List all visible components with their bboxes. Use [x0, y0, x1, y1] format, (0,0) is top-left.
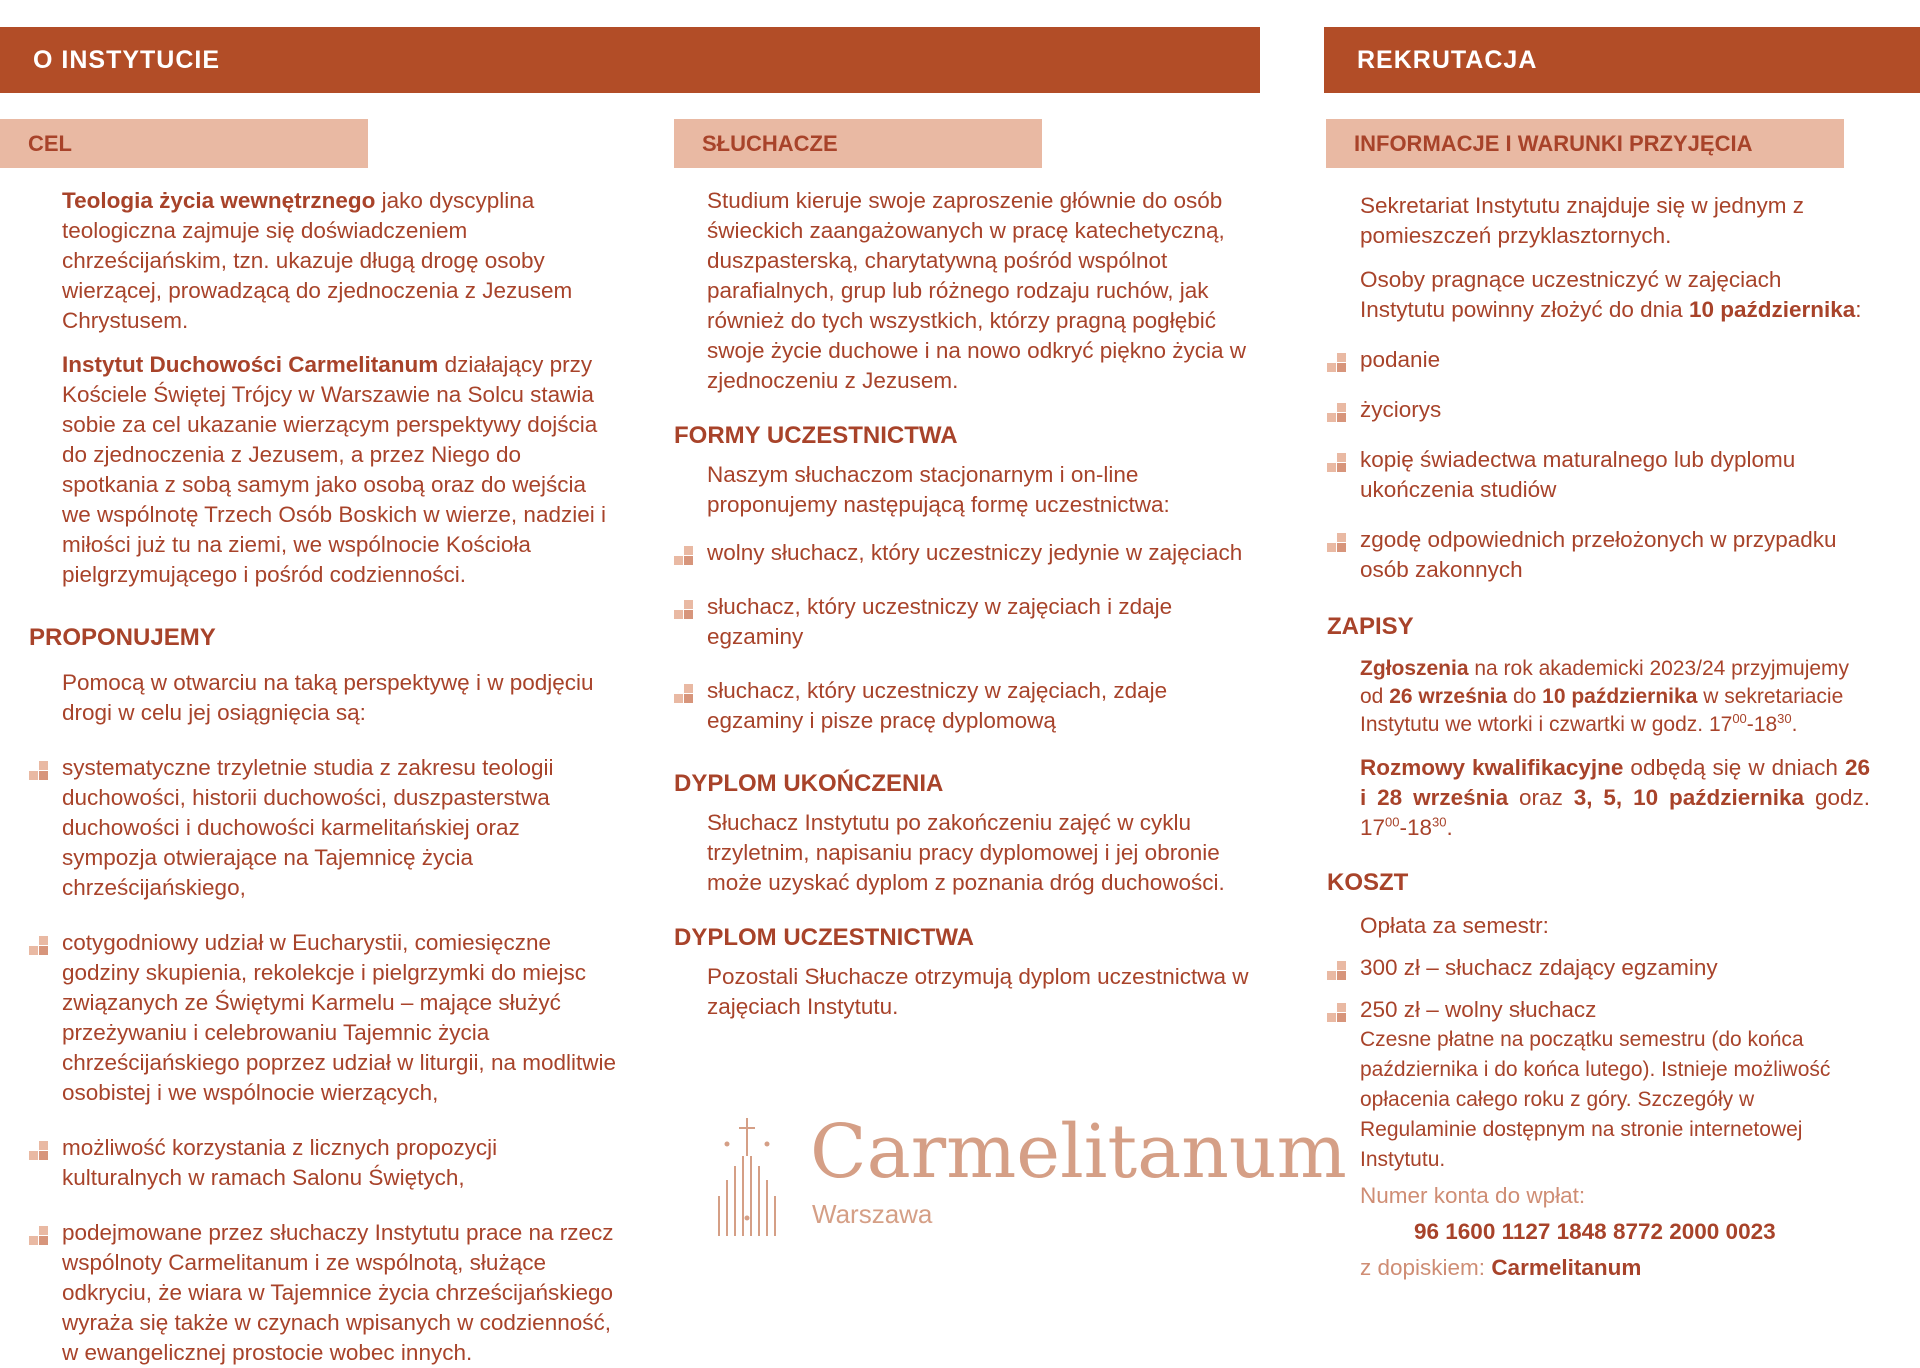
column-sluchacze — [674, 186, 1263, 1022]
zapisy-paragraph: Zgłoszenia na rok akademicki 2023/24 przyjmujemy od 26 września do 10 października w sekretariacie Instytutu we wtorki i czwartki w godz. $17^{00}-18^{30}$. — [1360, 657, 1850, 736]
list-item: systematyczne trzyletnie studia z zakresu teologii duchowości, historii duchowości, duszpasterstwa duchowości i duchowości karmelitańskiej oraz sympozja otwierające na Tajemnicę życia chrześcijańskiego, — [62, 753, 618, 903]
list-item: podanie — [1360, 345, 1870, 375]
sluchacze-paragraph: Studium kieruje swoje zaproszenie głównie do osób świeckich zaangażowanych w pracę katechetyczną, duszpasterską, charytatywną pośród wspólnot parafialnych, grup lub różnego rodzaju ruchów, jak również do tych wszystkich, którzy pragną pogłębić swoje życie duchowe i na nowo odkryć piękno życia w zjednoczeniu z Jezusem. — [707, 188, 1247, 393]
list-item: podejmowane przez słuchaczy Instytutu prace na rzecz wspólnoty Carmelitanum i ze wspólnotą, służące odkryciu, że wiara w Tajemnice życia chrześcijańskiego wyraża się także w czynach wpisanych w codzienność, w ewangelicznej prostocie wobec innych. — [62, 1218, 618, 1368]
dyplom-ukonczenia-text: Słuchacz Instytutu po zakończeniu zajęć w cyklu trzyletnim, napisaniu pracy dyplomowej i jej obronie może uzyskać dyplom z poznania dróg duchowości. — [707, 810, 1225, 895]
bullet-square-icon — [29, 1226, 49, 1246]
cel-term-instytut: Instytut Duchowości Carmelitanum — [62, 352, 439, 377]
konto-label: Numer konta do wpłat: — [1360, 1183, 1586, 1208]
column-rekrutacja — [1327, 191, 1871, 1283]
bullet-square-icon — [1327, 533, 1347, 553]
bullet-square-icon — [29, 936, 49, 956]
info-paragraph-1: Sekretariat Instytutu znajduje się w jednym z pomieszczeń przyklasztornych. — [1360, 193, 1804, 248]
bullet-square-icon — [1327, 353, 1347, 373]
proponujemy-intro: Pomocą w otwarciu na taką perspektywę i w podjęciu drogi w celu jej osiągnięcia są: — [62, 670, 594, 725]
bullet-square-icon — [1327, 403, 1347, 423]
formy-intro: Naszym słuchaczom stacjonarnym i on-line proponujemy następującą formę uczestnictwa: — [707, 462, 1170, 517]
subhead-cel: CEL — [0, 119, 368, 168]
proponujemy-list — [62, 753, 618, 1368]
rozmowy-paragraph: Rozmowy kwalifikacyjne odbędą się w dniach 26 i 28 września oraz 3, 5, 10 października godz. $17^{00}-18^{30}$. — [1360, 755, 1871, 840]
list-item: słuchacz, który uczestniczy w zajęciach i zdaje egzaminy — [707, 592, 1263, 652]
bullet-square-icon — [674, 600, 694, 620]
subhead-informacje: INFORMACJE I WARUNKI PRZYJĘCIA — [1326, 119, 1844, 168]
koszt-details: Czesne płatne na początku semestru (do końca października i do końca lutego). Istnieje możliwość opłacenia całego roku z góry. Szczegóły w Regulaminie dostępnym na stronie internetowej Instytutu. — [1360, 1028, 1831, 1171]
heading-proponujemy: PROPONUJEMY — [29, 624, 216, 651]
heading-zapisy: ZAPISY — [1327, 613, 1414, 640]
deadline-date: 10 października — [1688, 297, 1856, 322]
info-paragraph-2: Osoby pragnące uczestniczyć w zajęciach Instytutu powinny złożyć do dnia 10 października: — [1360, 267, 1862, 322]
heading-koszt: KOSZT — [1327, 869, 1409, 896]
bullet-square-icon — [1327, 961, 1347, 981]
bullet-square-icon — [29, 761, 49, 781]
dyplom-uczestnictwa-text: Pozostali Słuchacze otrzymują dyplom uczestnictwa w zajęciach Instytutu. — [707, 964, 1249, 1019]
bullet-square-icon — [674, 684, 694, 704]
list-item: kopię świadectwa maturalnego lub dyplomu ukończenia studiów — [1360, 445, 1870, 505]
bullet-square-icon — [1327, 453, 1347, 473]
bullet-square-icon — [674, 546, 694, 566]
heading-dyplom-uczestnictwa: DYPLOM UCZESTNICTWA — [674, 924, 974, 951]
koszt-intro: Opłata za semestr: — [1360, 913, 1549, 938]
list-item: cotygodniowy udział w Eucharystii, comiesięczne godziny skupienia, rekolekcje i pielgrzymki do miejsc związanych ze Świętymi Karmelu – mające służyć przeżywaniu i celebrowaniu Tajemnic życia chrześcijańskiego poprzez udział w liturgii, na modlitwie osobistej i we wspólnocie wierzących, — [62, 928, 618, 1108]
cel-term-teologia: Teologia życia wewnętrznego — [62, 188, 376, 213]
list-item: życiorys — [1360, 395, 1870, 425]
heading-formy-uczestnictwa: FORMY UCZESTNICTWA — [674, 422, 958, 449]
list-item: zgodę odpowiednich przełożonych w przypadku osób zakonnych — [1360, 525, 1870, 585]
bullet-square-icon — [1327, 1003, 1347, 1023]
church-cross-icon — [712, 1118, 782, 1238]
list-item: możliwość korzystania z licznych propozycji kulturalnych w ramach Salonu Świętych, — [62, 1133, 618, 1193]
carmelitanum-logo — [700, 1109, 1347, 1245]
banner-o-instytucie: O INSTYTUCIE — [0, 27, 1260, 93]
column-o-instytucie — [29, 186, 618, 1368]
heading-dyplom-ukonczenia: DYPLOM UKOŃCZENIA — [674, 770, 944, 797]
cel-paragraph-2: Instytut Duchowości Carmelitanum działający przy Kościele Świętej Trójcy w Warszawie na Solcu stawia sobie za cel ukazanie wierzącym perspektywy dojścia do zjednoczenia z Jezusem, a przez Niego do spotkania z sobą samym jako osobą oraz do wejścia we wspólnotę Trzech Osób Boskich w wierze, nadziei i miłości już tu na ziemi, we wspólnocie Kościoła pielgrzymującego i pośród codzienności. — [62, 352, 606, 587]
logo-subtitle: Warszawa — [812, 1199, 933, 1229]
banner-rekrutacja: REKRUTACJA — [1324, 27, 1920, 93]
cel-paragraph-1: Teologia życia wewnętrznego jako dyscyplina teologiczna zajmuje się doświadczeniem chrześcijańskim, tzn. ukazuje długą drogę osoby wierzącej, prowadzącą do zjednoczenia z Jezusem Chrystusem. — [62, 188, 573, 333]
list-item: 300 zł – słuchacz zdający egzaminy — [1360, 953, 1870, 983]
konto-number: 96 1600 1127 1848 8772 2000 0023 — [1414, 1219, 1776, 1244]
logo-title: Carmelitanum — [810, 1109, 1347, 1195]
dopisek: z dopiskiem: Carmelitanum — [1360, 1255, 1642, 1280]
subhead-sluchacze: SŁUCHACZE — [674, 119, 1042, 168]
list-item: 250 zł – wolny słuchacz — [1360, 995, 1870, 1025]
bullet-square-icon — [29, 1141, 49, 1161]
list-item: słuchacz, który uczestniczy w zajęciach, zdaje egzaminy i pisze pracę dyplomową — [707, 676, 1263, 736]
list-item: wolny słuchacz, który uczestniczy jedynie w zajęciach — [707, 538, 1263, 568]
